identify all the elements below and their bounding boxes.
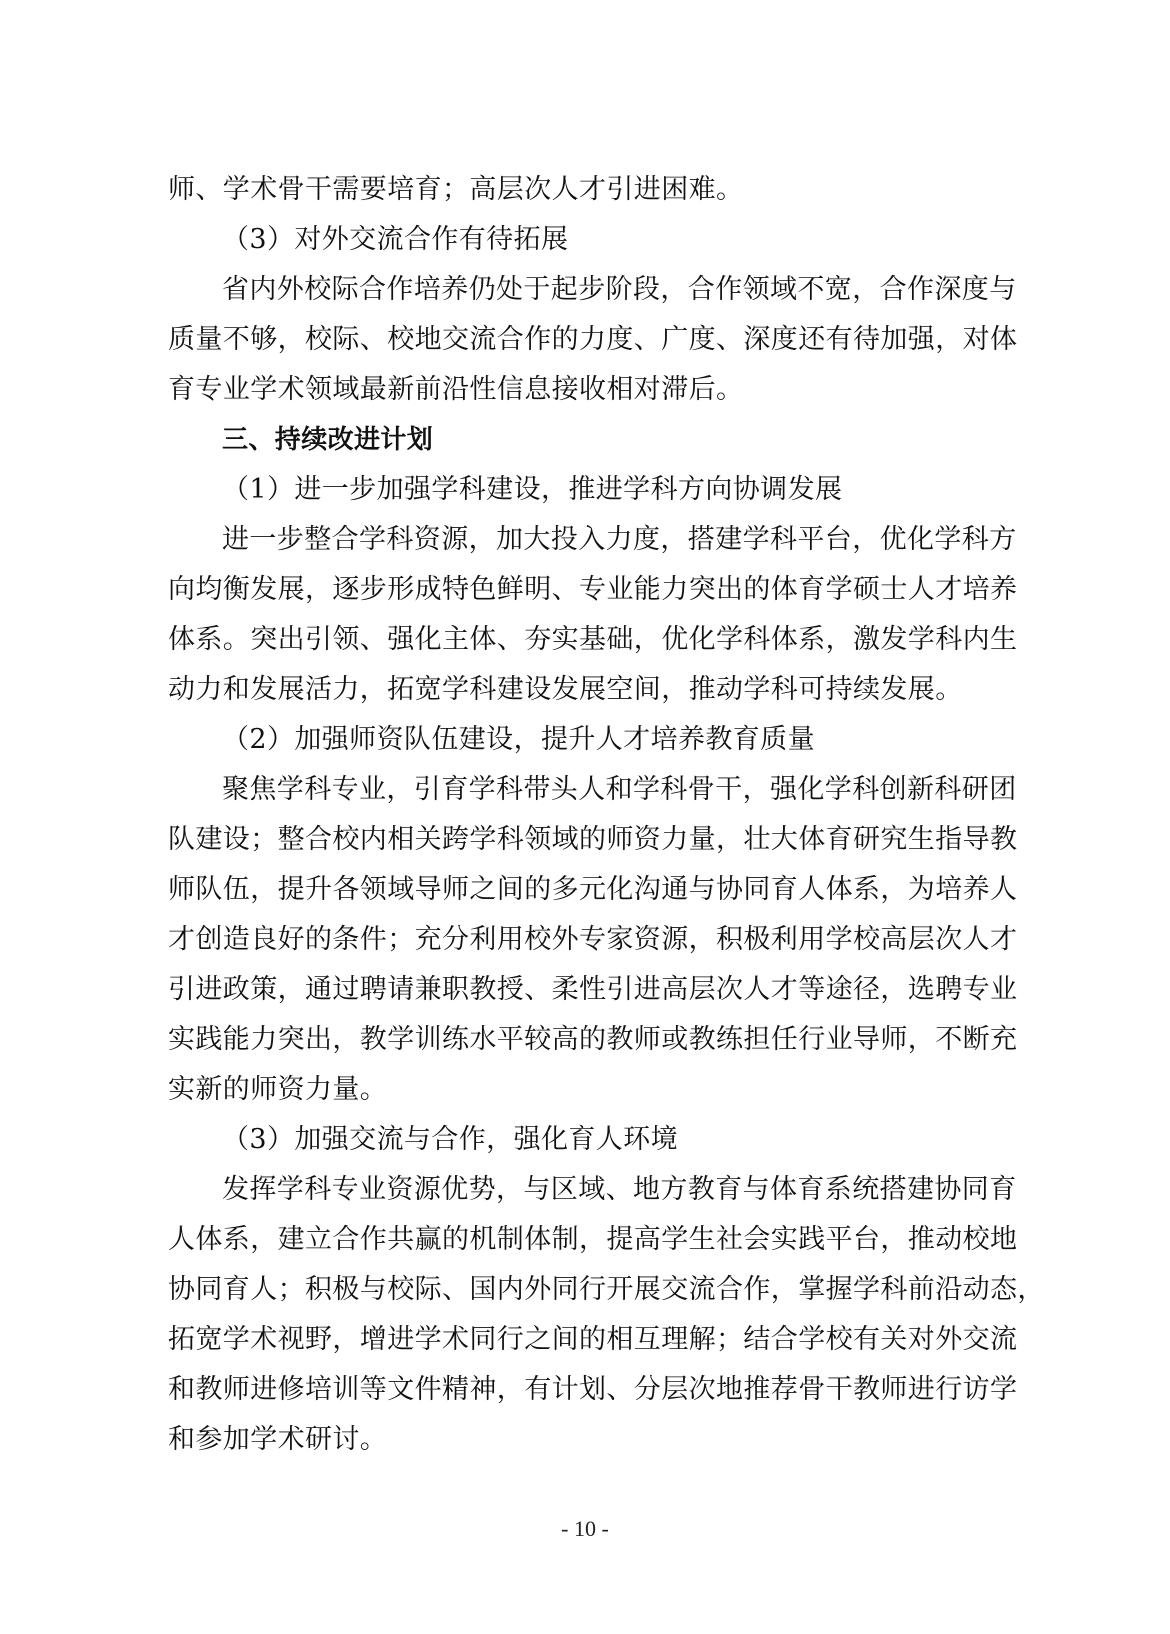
- text-line: 体系。突出引领、强化主体、夯实基础，优化学科体系，激发学科内生: [168, 624, 1018, 655]
- text-line: 向均衡发展，逐步形成特色鲜明、专业能力突出的体育学硕士人才培养: [168, 574, 1018, 605]
- subsection-heading: （3）加强交流与合作，强化育人环境: [222, 1124, 678, 1155]
- subsection-heading: （3）对外交流合作有待拓展: [222, 224, 569, 255]
- text-line: 拓宽学术视野，增进学术同行之间的相互理解；结合学校有关对外交流: [168, 1324, 1018, 1355]
- section-heading: 三、持续改进计划: [222, 425, 434, 455]
- text-line: 进一步整合学科资源，加大投入力度，搭建学科平台，优化学科方: [222, 524, 1017, 555]
- text-line: 才创造良好的条件；充分利用校外专家资源，积极利用学校高层次人才: [168, 924, 1018, 955]
- page-number: - 10 -: [561, 1516, 609, 1541]
- subsection-heading: （2）加强师资队伍建设，提升人才培养教育质量: [222, 724, 815, 755]
- text-line: 质量不够，校际、校地交流合作的力度、广度、深度还有待加强，对体: [168, 324, 1018, 355]
- text-line: 队建设；整合校内相关跨学科领域的师资力量，壮大体育研究生指导教: [168, 824, 1018, 855]
- text-line: 实践能力突出，教学训练水平较高的教师或教练担任行业导师，不断充: [168, 1024, 1018, 1055]
- text-line: 和参加学术研讨。: [168, 1424, 388, 1455]
- text-line: 师队伍，提升各领域导师之间的多元化沟通与协同育人体系，为培养人: [168, 874, 1018, 905]
- text-line: 聚焦学科专业，引育学科带头人和学科骨干，强化学科创新科研团: [222, 774, 1017, 805]
- text-line: 师、学术骨干需要培育；高层次人才引进困难。: [168, 174, 744, 205]
- text-line: 发挥学科专业资源优势，与区域、地方教育与体育系统搭建协同育: [222, 1174, 1017, 1205]
- text-line: 动力和发展活力，拓宽学科建设发展空间，推动学科可持续发展。: [168, 674, 963, 705]
- text-line: 省内外校际合作培养仍处于起步阶段，合作领域不宽，合作深度与: [222, 274, 1017, 305]
- text-line: 人体系，建立合作共赢的机制体制，提高学生社会实践平台，推动校地: [168, 1224, 1018, 1255]
- text-line: 和教师进修培训等文件精神，有计划、分层次地推荐骨干教师进行访学: [168, 1374, 1018, 1405]
- text-line: 育专业学术领域最新前沿性信息接收相对滞后。: [168, 374, 744, 405]
- text-line: 协同育人；积极与校际、国内外同行开展交流合作，掌握学科前沿动态，: [168, 1274, 1045, 1305]
- page-body: [168, 165, 1045, 1465]
- text-line: 引进政策，通过聘请兼职教授、柔性引进高层次人才等途径，选聘专业: [168, 974, 1018, 1005]
- text-line: 实新的师资力量。: [168, 1074, 388, 1105]
- subsection-heading: （1）进一步加强学科建设，推进学科方向协调发展: [222, 474, 843, 505]
